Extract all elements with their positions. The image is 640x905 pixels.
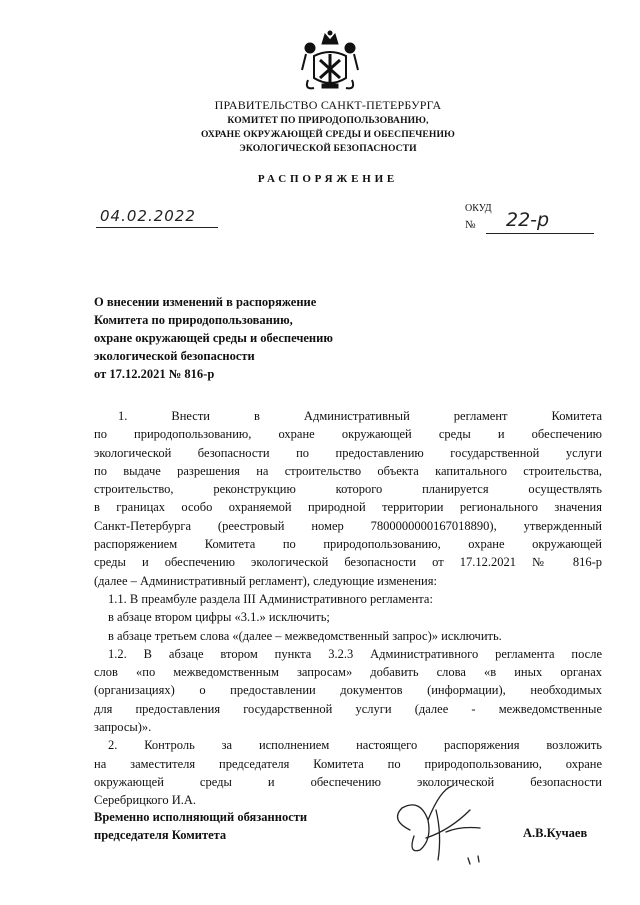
subject-line: Комитета по природопользованию, bbox=[94, 313, 293, 327]
document-type-title: РАСПОРЯЖЕНИЕ bbox=[257, 173, 399, 185]
document-body bbox=[94, 407, 602, 810]
document-subject bbox=[94, 293, 333, 383]
body-line: (далее – Административный регламент), следующие изменения: bbox=[94, 573, 437, 588]
body-line: 1.1. В преамбуле раздела III Административного регламента: bbox=[108, 591, 433, 606]
body-line: в абзаце втором цифры «3.1.» исключить; bbox=[108, 610, 330, 625]
subject-line: экологической безопасности bbox=[94, 349, 255, 363]
handwritten-signature bbox=[380, 780, 500, 870]
body-line: 1. Внести в Административный регламент Комитета bbox=[118, 409, 602, 423]
government-name: ПРАВИТЕЛЬСТВО САНКТ-ПЕТЕРБУРГА bbox=[214, 98, 442, 112]
body-line: слов «по межведомственным запросам» добавить слова «в иных органах bbox=[94, 665, 602, 680]
subject-line: от 17.12.2021 № 816-р bbox=[94, 367, 215, 381]
body-line: на заместителя председателя Комитета по природопользованию, охране bbox=[94, 756, 602, 771]
body-line: окружающей среды и обеспечению экологической безопасности bbox=[94, 774, 602, 789]
number-label: № bbox=[465, 219, 476, 231]
signatory-position-line: Временно исполняющий обязанности bbox=[94, 810, 308, 824]
okud-label: ОКУД bbox=[465, 203, 492, 214]
body-line: запросы)». bbox=[94, 720, 152, 735]
body-line: для предоставления государственной услуги (далее - межведомственные bbox=[94, 701, 602, 716]
document-date: 04.02.2022 bbox=[100, 207, 196, 225]
spb-coat-of-arms-icon bbox=[300, 30, 360, 92]
body-line: по выдаче разрешения на строительство объекта капитального строительства, bbox=[94, 463, 602, 478]
body-line: в абзаце третьем слова «(далее – межведомственный запрос)» исключить. bbox=[108, 628, 502, 643]
committee-name-line-1: КОМИТЕТ ПО ПРИРОДОПОЛЬЗОВАНИЮ, bbox=[227, 115, 429, 126]
signatory-position-line: председателя Комитета bbox=[94, 828, 227, 842]
body-line: строительство, реконструкцию которого планируется осуществлять bbox=[94, 482, 602, 497]
body-line: по природопользованию, охране окружающей среды и обеспечению bbox=[94, 427, 602, 442]
committee-name-line-3: ЭКОЛОГИЧЕСКОЙ БЕЗОПАСНОСТИ bbox=[239, 143, 417, 154]
subject-line: охране окружающей среды и обеспечению bbox=[94, 331, 333, 345]
body-line: среды и обеспечению экологической безопасности от 17.12.2021 № 816-р bbox=[94, 555, 602, 570]
body-line: экологической безопасности по предоставлению государственной услуги bbox=[94, 445, 602, 460]
signatory-name: А.В.Кучаев bbox=[523, 826, 588, 840]
body-line: распоряжением Комитета по природопользованию, охране окружающей bbox=[94, 537, 602, 552]
body-line: 2. Контроль за исполнением настоящего распоряжения возложить bbox=[108, 738, 602, 753]
committee-name-line-2: ОХРАНЕ ОКРУЖАЮЩЕЙ СРЕДЫ И ОБЕСПЕЧЕНИЮ bbox=[201, 129, 455, 140]
body-line: 1.2. В абзаце втором пункта 3.2.3 Административного регламента после bbox=[108, 646, 602, 661]
number-underline bbox=[486, 233, 594, 234]
signatory-position bbox=[94, 808, 307, 844]
date-underline bbox=[96, 227, 218, 228]
body-line: (организациях) о предоставлении документов (информации), необходимых bbox=[94, 683, 602, 698]
subject-line: О внесении изменений в распоряжение bbox=[94, 295, 317, 309]
body-line: Санкт-Петербурга (реестровый номер 7800000000167018890), утвержденный bbox=[94, 518, 602, 533]
body-line: Серебрицкого И.А. bbox=[94, 793, 197, 808]
body-line: в границах особо охраняемой природной территории регионального значения bbox=[94, 500, 602, 515]
document-number: 22-р bbox=[506, 209, 550, 231]
